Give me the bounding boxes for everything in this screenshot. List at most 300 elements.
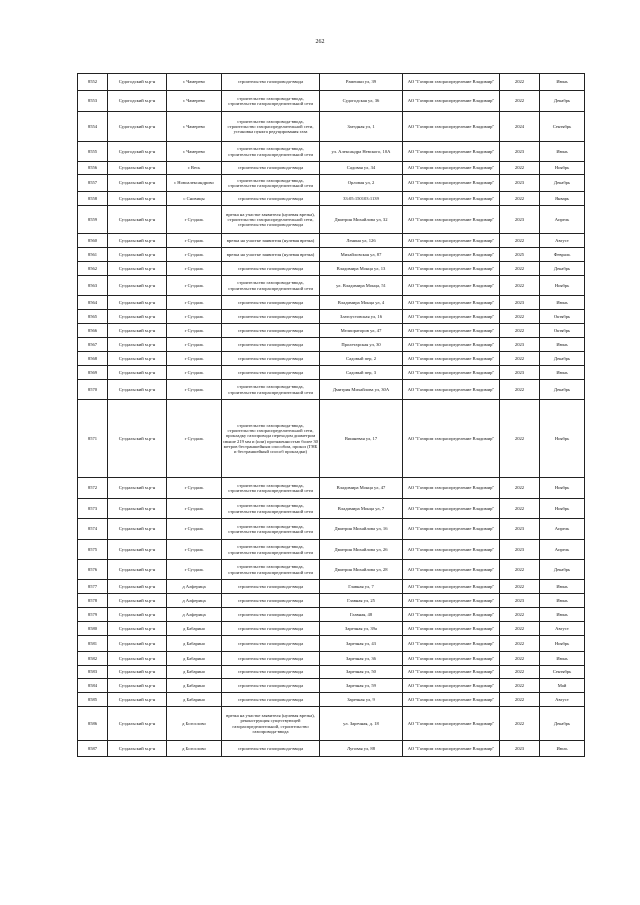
row-number-cell: 8578: [78, 594, 108, 608]
address-cell: Мелиораторов ул, 47: [320, 324, 403, 338]
month-cell: Июнь: [540, 366, 585, 380]
address-cell: ул. Заречная, д. 18: [320, 707, 403, 741]
organization-cell: АО "Газпром газораспределение Владимир": [403, 540, 500, 560]
table-row: [78, 478, 585, 499]
row-number-cell: 8560: [78, 234, 108, 248]
table-row: [78, 276, 585, 296]
address-cell: Рамешки ул, 39: [320, 74, 403, 91]
organization-cell: АО "Газпром газораспределение Владимир": [403, 594, 500, 608]
month-cell: Ноябрь: [540, 636, 585, 652]
year-cell: 2022: [500, 91, 540, 112]
table-row: [78, 652, 585, 666]
district-cell: Суздальский м.р-н: [108, 540, 167, 560]
row-number-cell: 8581: [78, 636, 108, 652]
table-row: [78, 248, 585, 262]
address-cell: Садовая ул, 34: [320, 162, 403, 175]
year-cell: 2023: [500, 296, 540, 310]
work-type-cell: строительство газопровода-ввода, строительство газораспределительной сети: [222, 380, 320, 400]
organization-cell: АО "Газпром газораспределение Владимир": [403, 112, 500, 142]
work-type-cell: строительство газопровода-ввода: [222, 693, 320, 707]
district-cell: Суздальский м.р-н: [108, 192, 167, 206]
table-row: [78, 192, 585, 206]
address-cell: Заречная ул, 9: [320, 693, 403, 707]
work-type-cell: строительство газопровода-ввода, строительство газораспределительной сети: [222, 478, 320, 499]
row-number-cell: 8575: [78, 540, 108, 560]
work-type-cell: строительство газопровода-ввода, строительство газораспределительной сети: [222, 519, 320, 540]
address-cell: Дмитрия Михайлова ул, 32: [320, 206, 403, 234]
year-cell: 2023: [500, 206, 540, 234]
organization-cell: АО "Газпром газораспределение Владимир": [403, 276, 500, 296]
year-cell: 2022: [500, 234, 540, 248]
table-row: [78, 74, 585, 91]
organization-cell: АО "Газпром газораспределение Владимир": [403, 206, 500, 234]
month-cell: Декабрь: [540, 560, 585, 580]
district-cell: Суздальский м.р-н: [108, 338, 167, 352]
settlement-cell: д Богослово: [167, 741, 222, 757]
month-cell: Июнь: [540, 296, 585, 310]
year-cell: 2022: [500, 324, 540, 338]
month-cell: Декабрь: [540, 262, 585, 276]
address-cell: Заречная ул, 39а: [320, 622, 403, 636]
work-type-cell: строительство газопровода-ввода: [222, 74, 320, 91]
settlement-cell: д Алферица: [167, 608, 222, 622]
organization-cell: АО "Газпром газораспределение Владимир": [403, 380, 500, 400]
table-row: [78, 594, 585, 608]
settlement-cell: г Суздаль: [167, 310, 222, 324]
organization-cell: АО "Газпром газораспределение Владимир": [403, 519, 500, 540]
district-cell: Суздальский м.р-н: [108, 594, 167, 608]
row-number-cell: 8553: [78, 91, 108, 112]
table-row: [78, 707, 585, 741]
organization-cell: АО "Газпром газораспределение Владимир": [403, 338, 500, 352]
row-number-cell: 8567: [78, 338, 108, 352]
row-number-cell: 8586: [78, 707, 108, 741]
table-row: [78, 91, 585, 112]
year-cell: 2022: [500, 666, 540, 679]
table-row: [78, 352, 585, 366]
row-number-cell: 8584: [78, 679, 108, 693]
work-type-cell: строительство газопровода-ввода: [222, 679, 320, 693]
table-row: [78, 741, 585, 757]
organization-cell: АО "Газпром газораспределение Владимир": [403, 91, 500, 112]
year-cell: 2023: [500, 366, 540, 380]
month-cell: Август: [540, 693, 585, 707]
year-cell: 2023: [500, 540, 540, 560]
year-cell: 2022: [500, 622, 540, 636]
work-type-cell: строительство газопровода-ввода: [222, 666, 320, 679]
work-type-cell: врезка на участке заявителя (нулевая врезка), реконструкция существующей газораспределительной, строительство газопровода-ввода: [222, 707, 320, 741]
month-cell: Июнь: [540, 652, 585, 666]
district-cell: Суздальский м.р-н: [108, 324, 167, 338]
address-cell: Орловая ул, 2: [320, 175, 403, 192]
settlement-cell: д Бабарино: [167, 666, 222, 679]
work-type-cell: строительство газопровода-ввода: [222, 338, 320, 352]
settlement-cell: г Суздаль: [167, 324, 222, 338]
work-type-cell: строительство газопровода-ввода, строительство газораспределительной сети: [222, 276, 320, 296]
table-row: [78, 499, 585, 519]
district-cell: Суздальский м.р-н: [108, 296, 167, 310]
settlement-cell: г Суздаль: [167, 262, 222, 276]
settlement-cell: г Суздаль: [167, 234, 222, 248]
work-type-cell: строительство газопровода-ввода, строительство газораспределительной сети: [222, 175, 320, 192]
table-row: [78, 296, 585, 310]
row-number-cell: 8587: [78, 741, 108, 757]
row-number-cell: 8552: [78, 74, 108, 91]
district-cell: Судогодский м.р-н: [108, 112, 167, 142]
year-cell: 2022: [500, 478, 540, 499]
table-row: [78, 310, 585, 324]
month-cell: Ноябрь: [540, 499, 585, 519]
organization-cell: АО "Газпром газораспределение Владимир": [403, 262, 500, 276]
month-cell: Апрель: [540, 540, 585, 560]
year-cell: 2022: [500, 162, 540, 175]
year-cell: 2022: [500, 352, 540, 366]
year-cell: 2022: [500, 652, 540, 666]
organization-cell: АО "Газпром газораспределение Владимир": [403, 310, 500, 324]
address-cell: Заречная ул, 50: [320, 666, 403, 679]
district-cell: Суздальский м.р-н: [108, 478, 167, 499]
table-row: [78, 338, 585, 352]
year-cell: 2022: [500, 580, 540, 594]
organization-cell: АО "Газпром газораспределение Владимир": [403, 366, 500, 380]
settlement-cell: с Чамерево: [167, 112, 222, 142]
page-number: 262: [315, 39, 325, 45]
month-cell: Ноябрь: [540, 162, 585, 175]
organization-cell: АО "Газпром газораспределение Владимир": [403, 679, 500, 693]
address-cell: Михайловская ул, 87: [320, 248, 403, 262]
row-number-cell: 8585: [78, 693, 108, 707]
settlement-cell: г Суздаль: [167, 519, 222, 540]
row-number-cell: 8577: [78, 580, 108, 594]
settlement-cell: д Бабарино: [167, 652, 222, 666]
row-number-cell: 8572: [78, 478, 108, 499]
row-number-cell: 8563: [78, 276, 108, 296]
year-cell: 2024: [500, 112, 540, 142]
settlement-cell: г Суздаль: [167, 338, 222, 352]
work-type-cell: строительство газопровода-ввода: [222, 741, 320, 757]
district-cell: Суздальский м.р-н: [108, 693, 167, 707]
work-type-cell: строительство газопровода-ввода: [222, 636, 320, 652]
address-cell: Заречная ул, 43: [320, 636, 403, 652]
district-cell: Суздальский м.р-н: [108, 622, 167, 636]
month-cell: Сентябрь: [540, 112, 585, 142]
work-type-cell: строительство газопровода-ввода: [222, 162, 320, 175]
address-cell: Владимира Монца ул, 47: [320, 478, 403, 499]
address-cell: Ленина ул, 126: [320, 234, 403, 248]
row-number-cell: 8573: [78, 499, 108, 519]
table-row: [78, 206, 585, 234]
month-cell: Декабрь: [540, 707, 585, 741]
month-cell: Август: [540, 234, 585, 248]
work-type-cell: строительство газопровода-ввода: [222, 652, 320, 666]
month-cell: Декабрь: [540, 175, 585, 192]
year-cell: 2022: [500, 707, 540, 741]
month-cell: Октябрь: [540, 310, 585, 324]
district-cell: Суздальский м.р-н: [108, 352, 167, 366]
year-cell: 2023: [500, 519, 540, 540]
settlement-cell: г Суздаль: [167, 380, 222, 400]
row-number-cell: 8558: [78, 192, 108, 206]
month-cell: Январь: [540, 192, 585, 206]
district-cell: Суздальский м.р-н: [108, 366, 167, 380]
gasification-registry-table: [77, 73, 585, 757]
settlement-cell: с Весь: [167, 162, 222, 175]
table-row: [78, 622, 585, 636]
table-row: [78, 112, 585, 142]
row-number-cell: 8583: [78, 666, 108, 679]
district-cell: Суздальский м.р-н: [108, 248, 167, 262]
organization-cell: АО "Газпром газораспределение Владимир": [403, 400, 500, 478]
address-cell: Дмитрия Михайлова ул, 16: [320, 519, 403, 540]
table-row: [78, 142, 585, 162]
organization-cell: АО "Газпром газораспределение Владимир": [403, 352, 500, 366]
year-cell: 2022: [500, 192, 540, 206]
row-number-cell: 8561: [78, 248, 108, 262]
month-cell: Июнь: [540, 338, 585, 352]
settlement-cell: д Бабарино: [167, 693, 222, 707]
organization-cell: АО "Газпром газораспределение Владимир": [403, 478, 500, 499]
organization-cell: АО "Газпром газораспределение Владимир": [403, 234, 500, 248]
organization-cell: АО "Газпром газораспределение Владимир": [403, 622, 500, 636]
address-cell: Вишневая ул, 17: [320, 400, 403, 478]
year-cell: 2023: [500, 594, 540, 608]
organization-cell: АО "Газпром газораспределение Владимир": [403, 296, 500, 310]
organization-cell: АО "Газпром газораспределение Владимир": [403, 162, 500, 175]
month-cell: Июнь: [540, 74, 585, 91]
row-number-cell: 8566: [78, 324, 108, 338]
work-type-cell: врезка на участке заявителя (нулевая врезка), строительство газораспределительной сети, строительство газопровода-ввода: [222, 206, 320, 234]
month-cell: Май: [540, 679, 585, 693]
row-number-cell: 8571: [78, 400, 108, 478]
table-row: [78, 560, 585, 580]
district-cell: Судогодский м.р-н: [108, 142, 167, 162]
address-cell: Луговая ул, 88: [320, 741, 403, 757]
settlement-cell: г Суздаль: [167, 248, 222, 262]
settlement-cell: д Бабарино: [167, 636, 222, 652]
table-row: [78, 636, 585, 652]
work-type-cell: строительство газопровода-ввода: [222, 310, 320, 324]
address-cell: Садовый пер, 2: [320, 352, 403, 366]
settlement-cell: г Суздаль: [167, 276, 222, 296]
table-row: [78, 580, 585, 594]
address-cell: Владимира Монца ул, 13: [320, 262, 403, 276]
row-number-cell: 8555: [78, 142, 108, 162]
settlement-cell: с Сновицы: [167, 192, 222, 206]
address-cell: Судогодская ул, 36: [320, 91, 403, 112]
settlement-cell: д Алферица: [167, 580, 222, 594]
district-cell: Суздальский м.р-н: [108, 580, 167, 594]
row-number-cell: 8557: [78, 175, 108, 192]
month-cell: Декабрь: [540, 380, 585, 400]
year-cell: 2022: [500, 560, 540, 580]
district-cell: Суздальский м.р-н: [108, 262, 167, 276]
address-cell: Садовый пер, 3: [320, 366, 403, 380]
year-cell: 2022: [500, 400, 540, 478]
table-row: [78, 666, 585, 679]
month-cell: Июнь: [540, 594, 585, 608]
settlement-cell: г Суздаль: [167, 296, 222, 310]
year-cell: 2022: [500, 310, 540, 324]
work-type-cell: строительство газопровода-ввода: [222, 262, 320, 276]
table-row: [78, 234, 585, 248]
year-cell: 2022: [500, 636, 540, 652]
district-cell: Суздальский м.р-н: [108, 608, 167, 622]
year-cell: 2023: [500, 142, 540, 162]
settlement-cell: с Чамерево: [167, 74, 222, 91]
organization-cell: АО "Газпром газораспределение Владимир": [403, 499, 500, 519]
district-cell: Суздальский м.р-н: [108, 741, 167, 757]
organization-cell: АО "Газпром газораспределение Владимир": [403, 636, 500, 652]
table-row: [78, 175, 585, 192]
table-row: [78, 608, 585, 622]
month-cell: Сентябрь: [540, 666, 585, 679]
work-type-cell: строительство газопровода-ввода: [222, 622, 320, 636]
table-row: [78, 262, 585, 276]
district-cell: Судогодский м.р-н: [108, 74, 167, 91]
address-cell: Дмитрия Михайлова ул, 28: [320, 560, 403, 580]
organization-cell: АО "Газпром газораспределение Владимир": [403, 580, 500, 594]
year-cell: 2022: [500, 276, 540, 296]
district-cell: Суздальский м.р-н: [108, 679, 167, 693]
month-cell: Июнь: [540, 608, 585, 622]
month-cell: Июль: [540, 741, 585, 757]
address-cell: 33:05:150103:1139: [320, 192, 403, 206]
work-type-cell: строительство газопровода-ввода: [222, 608, 320, 622]
district-cell: Суздальский м.р-н: [108, 400, 167, 478]
organization-cell: АО "Газпром газораспределение Владимир": [403, 560, 500, 580]
work-type-cell: врезка на участке заявителя (нулевая врезка): [222, 248, 320, 262]
district-cell: Суздальский м.р-н: [108, 652, 167, 666]
settlement-cell: г Суздаль: [167, 540, 222, 560]
row-number-cell: 8569: [78, 366, 108, 380]
address-cell: Пролетарская ул, 30: [320, 338, 403, 352]
work-type-cell: врезка на участке заявителя (нулевая врезка): [222, 234, 320, 248]
district-cell: Суздальский м.р-н: [108, 560, 167, 580]
month-cell: Апрель: [540, 519, 585, 540]
organization-cell: АО "Газпром газораспределение Владимир": [403, 192, 500, 206]
settlement-cell: с Чамерево: [167, 91, 222, 112]
work-type-cell: строительство газопровода-ввода, строительство газораспределительной сети: [222, 540, 320, 560]
year-cell: 2022: [500, 693, 540, 707]
district-cell: Суздальский м.р-н: [108, 175, 167, 192]
row-number-cell: 8562: [78, 262, 108, 276]
district-cell: Суздальский м.р-н: [108, 707, 167, 741]
table-row: [78, 540, 585, 560]
table-row: [78, 693, 585, 707]
district-cell: Суздальский м.р-н: [108, 636, 167, 652]
settlement-cell: г Суздаль: [167, 366, 222, 380]
work-type-cell: строительство газопровода-ввода, строительство газораспределительной сети: [222, 560, 320, 580]
month-cell: Февраль: [540, 248, 585, 262]
address-cell: Владимира Монца ул, 7: [320, 499, 403, 519]
work-type-cell: строительство газопровода-ввода, строительство газораспределительной сети, прокладку газопровода переходом диаметром свыше 219 мм и (или) протяженностью более 30 метров бестраншейным способом, прокол (ГНБ и бестраншейный способ прокладки): [222, 400, 320, 478]
settlement-cell: с Чамерево: [167, 142, 222, 162]
month-cell: Июнь: [540, 580, 585, 594]
address-cell: Заречная ул, 59: [320, 679, 403, 693]
row-number-cell: 8554: [78, 112, 108, 142]
work-type-cell: строительство газопровода-ввода: [222, 296, 320, 310]
address-cell: Златоустовская ул, 16: [320, 310, 403, 324]
year-cell: 2022: [500, 499, 540, 519]
organization-cell: АО "Газпром газораспределение Владимир": [403, 142, 500, 162]
month-cell: Декабрь: [540, 91, 585, 112]
organization-cell: АО "Газпром газораспределение Владимир": [403, 707, 500, 741]
settlement-cell: д Алферица: [167, 594, 222, 608]
year-cell: 2023: [500, 741, 540, 757]
work-type-cell: строительство газопровода-ввода: [222, 366, 320, 380]
table-row: [78, 679, 585, 693]
table-row: [78, 162, 585, 175]
work-type-cell: строительство газопровода-ввода, строительство газораспределительной сети: [222, 91, 320, 112]
row-number-cell: 8570: [78, 380, 108, 400]
month-cell: Ноябрь: [540, 478, 585, 499]
row-number-cell: 8568: [78, 352, 108, 366]
row-number-cell: 8565: [78, 310, 108, 324]
district-cell: Суздальский м.р-н: [108, 234, 167, 248]
organization-cell: АО "Газпром газораспределение Владимир": [403, 324, 500, 338]
row-number-cell: 8582: [78, 652, 108, 666]
address-cell: Главная, 48: [320, 608, 403, 622]
organization-cell: АО "Газпром газораспределение Владимир": [403, 652, 500, 666]
organization-cell: АО "Газпром газораспределение Владимир": [403, 248, 500, 262]
district-cell: Суздальский м.р-н: [108, 206, 167, 234]
table-row: [78, 519, 585, 540]
settlement-cell: д Богослово: [167, 707, 222, 741]
year-cell: 2023: [500, 175, 540, 192]
settlement-cell: г Суздаль: [167, 400, 222, 478]
district-cell: Суздальский м.р-н: [108, 276, 167, 296]
year-cell: 2022: [500, 608, 540, 622]
district-cell: Суздальский м.р-н: [108, 310, 167, 324]
district-cell: Суздальский м.р-н: [108, 519, 167, 540]
address-cell: Владимира Монца ул, 4: [320, 296, 403, 310]
address-cell: ул. Владимира Монца, 51: [320, 276, 403, 296]
address-cell: Заездная ул, 1: [320, 112, 403, 142]
address-cell: Дмитрия Михайлова ул, 30А: [320, 380, 403, 400]
row-number-cell: 8576: [78, 560, 108, 580]
work-type-cell: строительство газопровода-ввода, строительство газораспределительной сети: [222, 499, 320, 519]
work-type-cell: строительство газопровода-ввода, строительство газораспределительной сети: [222, 142, 320, 162]
row-number-cell: 8564: [78, 296, 108, 310]
row-number-cell: 8559: [78, 206, 108, 234]
year-cell: 2022: [500, 74, 540, 91]
settlement-cell: с Новоалександрово: [167, 175, 222, 192]
row-number-cell: 8556: [78, 162, 108, 175]
work-type-cell: строительство газопровода-ввода: [222, 352, 320, 366]
address-cell: Дмитрия Михайлова ул, 26: [320, 540, 403, 560]
district-cell: Суздальский м.р-н: [108, 499, 167, 519]
month-cell: Ноябрь: [540, 276, 585, 296]
organization-cell: АО "Газпром газораспределение Владимир": [403, 74, 500, 91]
year-cell: 2025: [500, 248, 540, 262]
settlement-cell: д Бабарино: [167, 622, 222, 636]
work-type-cell: строительство газопровода-ввода: [222, 580, 320, 594]
table-row: [78, 400, 585, 478]
work-type-cell: строительство газопровода-ввода, строительство газораспределительной сети, установка пункта редуцирования газа: [222, 112, 320, 142]
address-cell: Главная ул, 7: [320, 580, 403, 594]
row-number-cell: 8574: [78, 519, 108, 540]
year-cell: 2023: [500, 338, 540, 352]
organization-cell: АО "Газпром газораспределение Владимир": [403, 666, 500, 679]
organization-cell: АО "Газпром газораспределение Владимир": [403, 741, 500, 757]
month-cell: Апрель: [540, 206, 585, 234]
settlement-cell: д Бабарино: [167, 679, 222, 693]
address-cell: Заречная ул, 36: [320, 652, 403, 666]
month-cell: Ноябрь: [540, 400, 585, 478]
address-cell: Главная ул, 25: [320, 594, 403, 608]
settlement-cell: г Суздаль: [167, 560, 222, 580]
settlement-cell: г Суздаль: [167, 206, 222, 234]
